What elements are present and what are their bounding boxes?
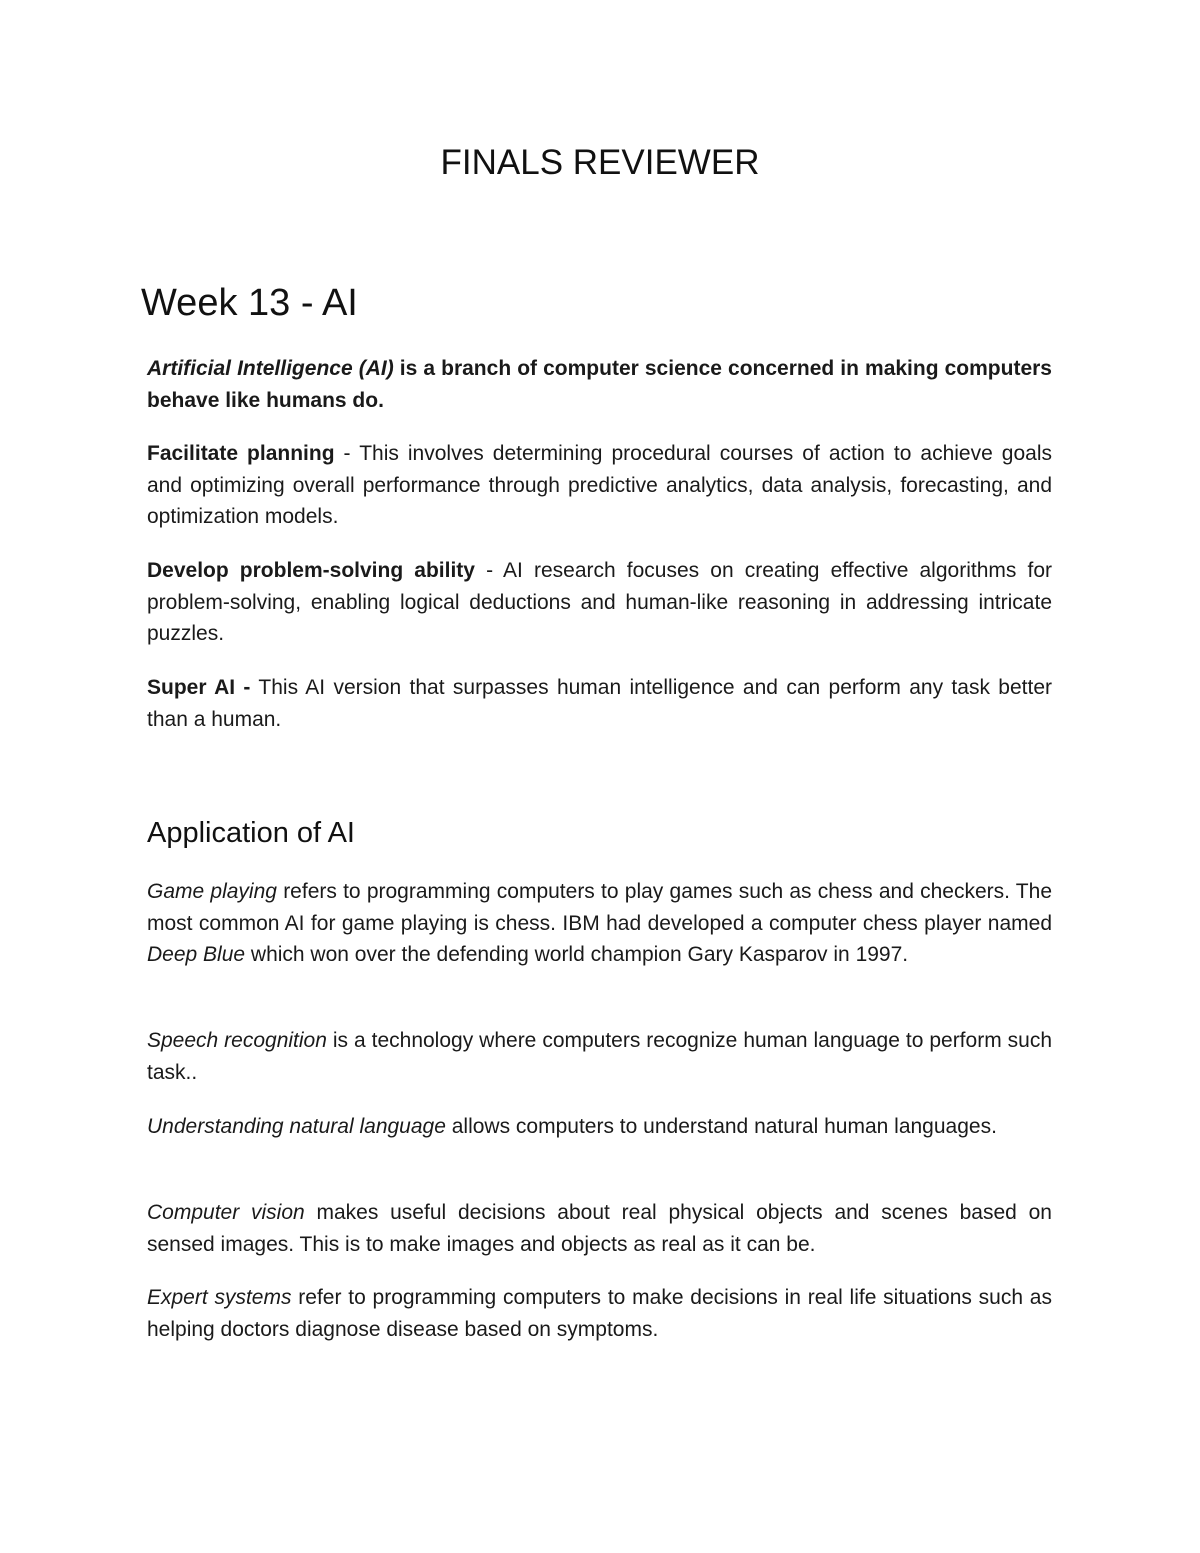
super-ai-term: Super AI - [147, 676, 251, 699]
document-title: FINALS REVIEWER [440, 143, 760, 182]
natural-language-term: Understanding natural language [147, 1115, 446, 1138]
expert-systems-text: refer to programming computers to make decisions in real life situations such as helping doctors diagnose disease based on symptoms. [147, 1286, 1052, 1341]
problem-solving-term: Develop problem-solving ability [147, 559, 475, 582]
computer-vision-paragraph [147, 1197, 1052, 1260]
ai-definition-text: is a branch of computer science concerned in making computers behave like humans do. [147, 357, 1052, 412]
ai-definition-paragraph [147, 353, 1052, 416]
deep-blue-term: Deep Blue [147, 943, 246, 966]
applications-heading: Application of AI [147, 817, 355, 849]
facilitate-planning-term: Facilitate planning [147, 442, 335, 465]
natural-language-paragraph [147, 1111, 1052, 1143]
natural-language-text: allows computers to understand natural human languages. [445, 1115, 997, 1138]
computer-vision-text: makes useful decisions about real physical objects and scenes based on sensed images. This is to make images and objects as real as it can be. [147, 1201, 1052, 1256]
speech-recognition-term: Speech recognition [147, 1029, 327, 1052]
facilitate-planning-paragraph [147, 438, 1052, 533]
game-playing-text-2: which won over the defending world champion Gary Kasparov in 1997. [245, 943, 909, 966]
ai-definition-term: Artificial Intelligence (AI) [147, 357, 394, 380]
expert-systems-paragraph [147, 1282, 1052, 1345]
problem-solving-paragraph [147, 555, 1052, 650]
game-playing-term: Game playing [147, 880, 277, 903]
super-ai-text: This AI version that surpasses human intelligence and can perform any task better than a human. [147, 676, 1052, 731]
speech-recognition-paragraph [147, 1025, 1052, 1088]
problem-solving-text: - AI research focuses on creating effective algorithms for problem-solving, enabling logical deductions and human-like reasoning in addressing intricate puzzles. [147, 559, 1052, 645]
game-playing-text-1: refers to programming computers to play games such as chess and checkers. The most common AI for game playing is chess. IBM had developed a computer chess player named [147, 880, 1052, 935]
computer-vision-term: Computer vision [147, 1201, 305, 1224]
speech-recognition-text: is a technology where computers recognize human language to perform such task.. [147, 1029, 1052, 1084]
facilitate-planning-text: - This involves determining procedural courses of action to achieve goals and optimizing overall performance through predictive analytics, data analysis, forecasting, and optimization models. [147, 442, 1052, 528]
super-ai-paragraph [147, 672, 1052, 735]
game-playing-paragraph [147, 876, 1052, 971]
expert-systems-term: Expert systems [147, 1286, 292, 1309]
week-heading: Week 13 - AI [141, 282, 358, 324]
